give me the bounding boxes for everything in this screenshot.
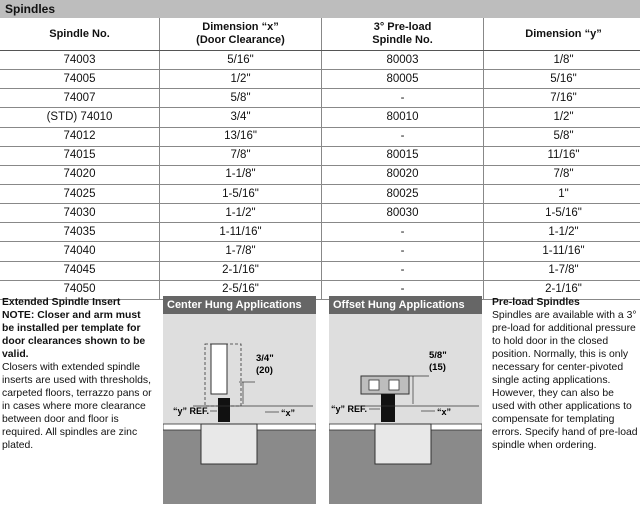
- cell-dimension-x: 3/4": [160, 108, 322, 127]
- table-row: [0, 165, 640, 184]
- table-row: [0, 204, 640, 223]
- cell-dimension-y: 1/8": [484, 51, 640, 70]
- cell-dimension-y: 7/16": [484, 89, 640, 108]
- cell-preload-spindle: -: [322, 280, 484, 299]
- cell-preload-spindle: -: [322, 89, 484, 108]
- cell-spindle-no: 74035: [0, 223, 160, 242]
- dimension-top: 5/8": [429, 350, 447, 361]
- cell-dimension-y: 1/2": [484, 108, 640, 127]
- cell-spindle-no: 74040: [0, 242, 160, 261]
- offset-hung-title: Offset Hung Applications: [329, 296, 482, 314]
- center-hung-panel: [163, 296, 316, 504]
- preload-body: Spindles are available with a 3° pre-load for additional pressure to hold door in the closed position. Normally, this is only necessary for center-pivoted single acting applications. However, they can also be used with other applications to compensate for templating errors. Specify hand of pre-load spindle when ordering.: [492, 310, 638, 451]
- table-row: [0, 261, 640, 280]
- cell-preload-spindle: 80010: [322, 108, 484, 127]
- dimension-top: 3/4": [256, 353, 274, 364]
- preload-text: [492, 296, 638, 452]
- table-row: [0, 242, 640, 261]
- cement-case: [201, 424, 257, 464]
- x-label: “x”: [437, 407, 452, 417]
- cell-dimension-y: 1-7/8": [484, 261, 640, 280]
- cell-preload-spindle: -: [322, 242, 484, 261]
- cell-dimension-y: 5/16": [484, 70, 640, 89]
- offset-arm: [361, 376, 409, 394]
- header-spindle-no: Spindle No.: [0, 18, 160, 51]
- cell-spindle-no: 74050: [0, 280, 160, 299]
- cell-spindle-no: (STD) 74010: [0, 108, 160, 127]
- cell-preload-spindle: -: [322, 127, 484, 146]
- y-ref-label: “y” REF.: [173, 406, 210, 416]
- cement-case: [375, 424, 431, 464]
- table-row: [0, 51, 640, 70]
- cell-preload-spindle: 80030: [322, 204, 484, 223]
- dimension-bottom: (20): [256, 365, 273, 376]
- table-header-row: [0, 18, 640, 51]
- cell-dimension-y: 1": [484, 184, 640, 203]
- cell-dimension-y: 11/16": [484, 146, 640, 165]
- table-row: [0, 184, 640, 203]
- spindle-insert: [381, 394, 395, 422]
- cell-preload-spindle: 80003: [322, 51, 484, 70]
- cell-dimension-y: 1-1/2": [484, 223, 640, 242]
- extended-spindle-text: [2, 296, 154, 452]
- dimension-bottom: (15): [429, 362, 446, 373]
- cell-preload-spindle: 80005: [322, 70, 484, 89]
- cell-dimension-y: 1-5/16": [484, 204, 640, 223]
- cell-spindle-no: 74030: [0, 204, 160, 223]
- cell-dimension-y: 7/8": [484, 165, 640, 184]
- cell-dimension-x: 1-11/16": [160, 223, 322, 242]
- cell-spindle-no: 74045: [0, 261, 160, 280]
- cell-dimension-x: 13/16": [160, 127, 322, 146]
- cell-dimension-x: 1-1/8": [160, 165, 322, 184]
- section-title: Spindles: [0, 0, 640, 18]
- table-row: [0, 146, 640, 165]
- offset-hung-diagram: [329, 314, 482, 504]
- y-ref-label: “y” REF.: [331, 404, 368, 414]
- cell-dimension-x: 5/16": [160, 51, 322, 70]
- cell-spindle-no: 74020: [0, 165, 160, 184]
- cell-spindle-no: 74015: [0, 146, 160, 165]
- cell-preload-spindle: -: [322, 223, 484, 242]
- cell-dimension-y: 1-11/16": [484, 242, 640, 261]
- table-row: [0, 108, 640, 127]
- cell-dimension-x: 7/8": [160, 146, 322, 165]
- cell-dimension-y: 5/8": [484, 127, 640, 146]
- table-row: [0, 223, 640, 242]
- extended-heading: Extended Spindle Insert: [2, 297, 121, 308]
- header-preload-spindle: 3° Pre-load Spindle No.: [322, 18, 484, 51]
- offset-hung-panel: [329, 296, 482, 504]
- center-hung-title: Center Hung Applications: [163, 296, 316, 314]
- center-hung-diagram: [163, 314, 316, 504]
- table-row: [0, 70, 640, 89]
- table-row: [0, 89, 640, 108]
- cell-dimension-x: 1-1/2": [160, 204, 322, 223]
- cell-dimension-x: 2-5/16": [160, 280, 322, 299]
- extended-body: Closers with extended spindle inserts are used with thresholds, carpeted floors, terrazzo pans or in cases where more clearance between door and floor is required. All spindles are zinc plated.: [2, 362, 152, 451]
- preload-heading: Pre-load Spindles: [492, 297, 580, 308]
- arm-shoe: [211, 344, 227, 394]
- table-row: [0, 127, 640, 146]
- spindle-insert: [218, 398, 230, 422]
- cell-dimension-x: 5/8": [160, 89, 322, 108]
- cell-spindle-no: 74025: [0, 184, 160, 203]
- header-dimension-x: Dimension “x” (Door Clearance): [160, 18, 322, 51]
- cell-dimension-x: 2-1/16": [160, 261, 322, 280]
- cell-preload-spindle: -: [322, 261, 484, 280]
- cell-dimension-y: 2-1/16": [484, 280, 640, 299]
- header-dimension-y: Dimension “y”: [484, 18, 640, 51]
- extended-note: NOTE: Closer and arm must be installed per template for door clearances shown to be valid.: [2, 310, 146, 360]
- x-label: “x”: [281, 408, 296, 418]
- cell-dimension-x: 1-7/8": [160, 242, 322, 261]
- cell-dimension-x: 1-5/16": [160, 184, 322, 203]
- cell-preload-spindle: 80020: [322, 165, 484, 184]
- cell-preload-spindle: 80025: [322, 184, 484, 203]
- cell-dimension-x: 1/2": [160, 70, 322, 89]
- cell-spindle-no: 74012: [0, 127, 160, 146]
- cell-spindle-no: 74005: [0, 70, 160, 89]
- cell-spindle-no: 74007: [0, 89, 160, 108]
- cell-spindle-no: 74003: [0, 51, 160, 70]
- spindle-table: [0, 18, 640, 300]
- cell-preload-spindle: 80015: [322, 146, 484, 165]
